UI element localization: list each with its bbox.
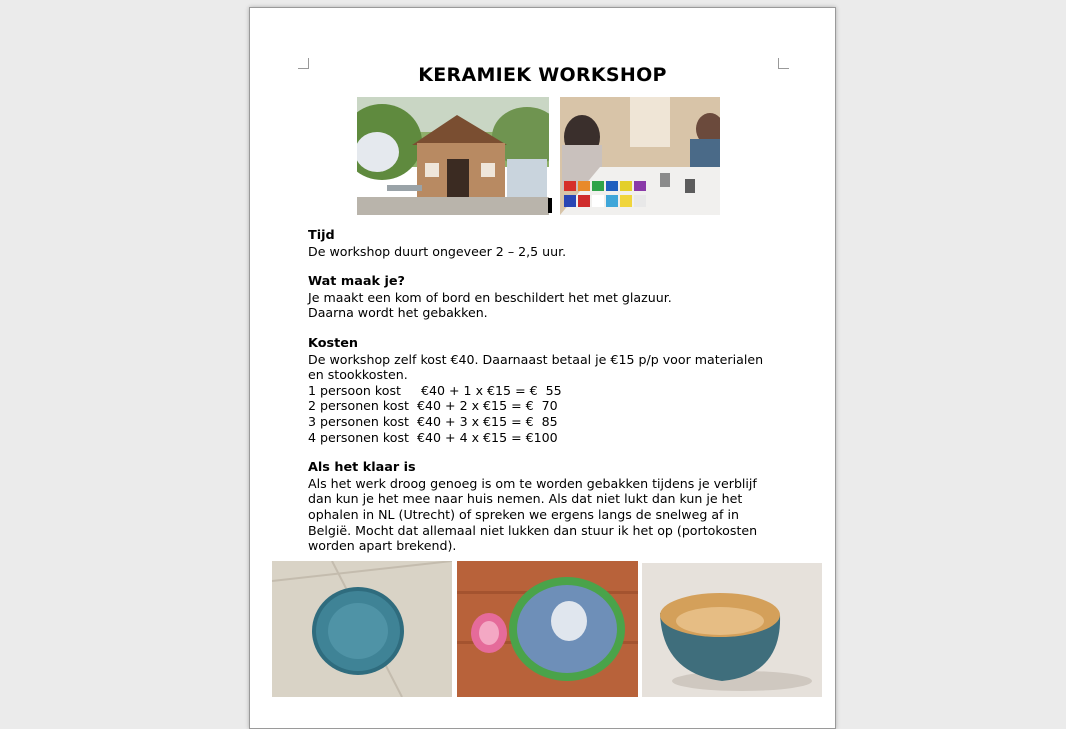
cost-row: 2 personen kost €40 + 2 x €15 = € 70 [308, 398, 558, 414]
text-cursor [548, 198, 552, 213]
text-line: Als het werk droog genoeg is om te worden gebakken tijdens je verblijf [308, 475, 757, 491]
text-line: De workshop duurt ongeveer 2 – 2,5 uur. [308, 243, 567, 259]
document-body[interactable] [308, 228, 788, 569]
cost-row: 3 personen kost €40 + 3 x €15 = € 85 [308, 413, 558, 429]
text-line: Je maakt een kom of bord en beschildert het met glazuur. [308, 289, 672, 305]
section-als-het-klaar-is [308, 460, 788, 554]
text-line: en stookkosten. [308, 367, 408, 383]
painting-session-photo [560, 97, 720, 215]
bowl-photo [642, 563, 822, 697]
section-heading: Kosten [308, 335, 359, 351]
section-heading: Wat maak je? [308, 274, 405, 290]
leaf-plate-photo [457, 561, 638, 697]
section-heading: Tijd [308, 228, 335, 243]
page-title: KERAMIEK WORKSHOP [418, 64, 667, 86]
text-line: Daarna wordt het gebakken. [308, 305, 488, 321]
text-line: worden apart brekend). [308, 538, 457, 554]
text-line: België. Mocht dat allemaal niet lukken dan stuur ik het op (portokosten [308, 522, 758, 538]
cost-row: 1 persoon kost €40 + 1 x €15 = € 55 [308, 382, 562, 398]
section-heading: Als het klaar is [308, 460, 416, 476]
document-page [249, 7, 836, 729]
text-line: ophalen in NL (Utrecht) of spreken we ergens langs de snelweg af in [308, 506, 739, 522]
text-line: De workshop zelf kost €40. Daarnaast betaal je €15 p/p voor materialen [308, 351, 764, 367]
section-tijd [308, 228, 788, 259]
blue-plate-photo [272, 561, 452, 697]
workshop-building-photo [357, 97, 549, 215]
section-wat-maak-je [308, 274, 788, 321]
text-line: dan kun je het mee naar huis nemen. Als dat niet lukt dan kun je het [308, 491, 743, 507]
cost-row: 4 personen kost €40 + 4 x €15 = €100 [308, 429, 558, 445]
section-kosten [308, 336, 788, 445]
